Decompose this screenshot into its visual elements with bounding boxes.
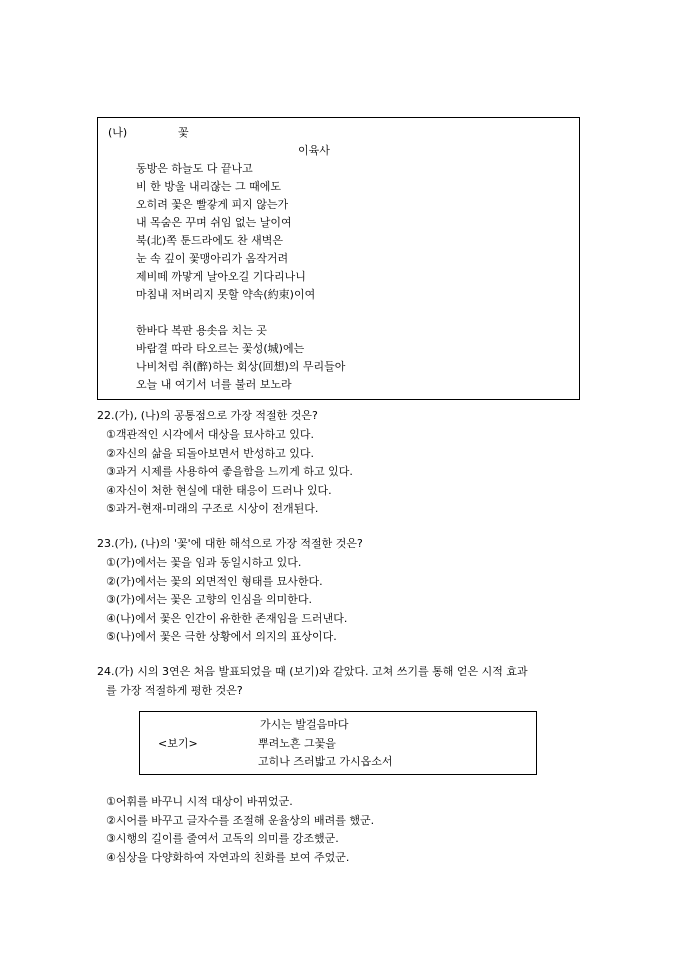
- poem-line: 바람결 따라 타오르는 꽃성(城)에는: [136, 342, 305, 355]
- answer-option[interactable]: ②(가)에서는 꽃의 외면적인 형태를 묘사한다.: [106, 575, 323, 588]
- answer-option[interactable]: ④심상을 다양화하여 자연과의 친화를 보여 주었군.: [106, 851, 350, 864]
- bogi-line: 고히나 즈러밟고 가시옵소서: [258, 755, 393, 768]
- passage-label: (나): [108, 126, 128, 139]
- answer-option[interactable]: ⑤과거-현재-미래의 구조로 시상이 전개된다.: [106, 502, 319, 515]
- question-stem: 23.(가), (나)의 '꽃'에 대한 해석으로 가장 적절한 것은?: [97, 537, 363, 550]
- poem-line: 눈 속 깊이 꽃맹아리가 옴작거려: [136, 252, 289, 265]
- poem-line: 제비떼 까맣게 날아오길 기다리나니: [136, 270, 306, 283]
- answer-option[interactable]: ③(가)에서는 꽃은 고향의 인심을 의미한다.: [106, 593, 312, 606]
- answer-option[interactable]: ③과거 시제를 사용하여 좋을함을 느끼게 하고 있다.: [106, 465, 353, 478]
- answer-option[interactable]: ④자신이 처한 현실에 대한 태응이 드러나 있다.: [106, 484, 332, 497]
- bogi-line: 뿌려노흔 그꽃을: [258, 737, 336, 750]
- poem-title: 꽃: [178, 126, 189, 139]
- question-stem: 22.(가), (나)의 공통점으로 가장 적절한 것은?: [97, 409, 318, 422]
- poem-passage-box: [97, 117, 580, 400]
- bogi-line: 가시는 발걸음마다: [260, 718, 349, 731]
- question-stem-continued: 를 가장 적절하게 평한 것은?: [106, 684, 243, 697]
- poem-line: 오히려 꽃은 빨갛게 피지 않는가: [136, 198, 289, 211]
- answer-option[interactable]: ②시어를 바꾸고 글자수를 조절해 운율상의 배려를 했군.: [106, 814, 375, 827]
- question-stem: 24.(가) 시의 3연은 처음 발표되었을 때 (보기)와 같았다. 고쳐 쓰기를 통해 얻은 시적 효과: [97, 665, 528, 678]
- bogi-example-box: [139, 711, 537, 775]
- answer-option[interactable]: ①어휘를 바꾸니 시적 대상이 바뀌었군.: [106, 795, 293, 808]
- poem-line: 한바다 복판 용솟음 치는 곳: [136, 324, 267, 337]
- poem-line: 비 한 방울 내리잖는 그 때에도: [136, 180, 281, 193]
- answer-option[interactable]: ②자신의 삶을 되돌아보면서 반성하고 있다.: [106, 447, 314, 460]
- poem-line: 오늘 내 여기서 너를 불러 보노라: [136, 378, 292, 391]
- poem-line: 마침내 저버리지 못할 약속(約束)이여: [136, 288, 316, 301]
- poem-line: 동방은 하늘도 다 끝나고: [136, 162, 253, 175]
- answer-option[interactable]: ①(가)에서는 꽃을 임과 동일시하고 있다.: [106, 556, 302, 569]
- poem-line: 내 목숨은 꾸며 쉬임 없는 날이여: [136, 216, 292, 229]
- poem-line: 나비처럼 취(醉)하는 회상(回想)의 무리들아: [136, 360, 346, 373]
- answer-option[interactable]: ④(나)에서 꽃은 인간이 유한한 존재임을 드러낸다.: [106, 612, 348, 625]
- poem-author: 이육사: [298, 144, 330, 157]
- answer-option[interactable]: ③시행의 길이를 줄여서 고독의 의미를 강조했군.: [106, 832, 339, 845]
- poem-line: 북(北)쪽 툰드라에도 찬 새벽은: [136, 234, 283, 247]
- bogi-label: <보기>: [158, 737, 198, 750]
- answer-option[interactable]: ⑤(나)에서 꽃은 극한 상황에서 의지의 표상이다.: [106, 630, 337, 643]
- answer-option[interactable]: ①객관적인 시각에서 대상을 묘사하고 있다.: [106, 428, 314, 441]
